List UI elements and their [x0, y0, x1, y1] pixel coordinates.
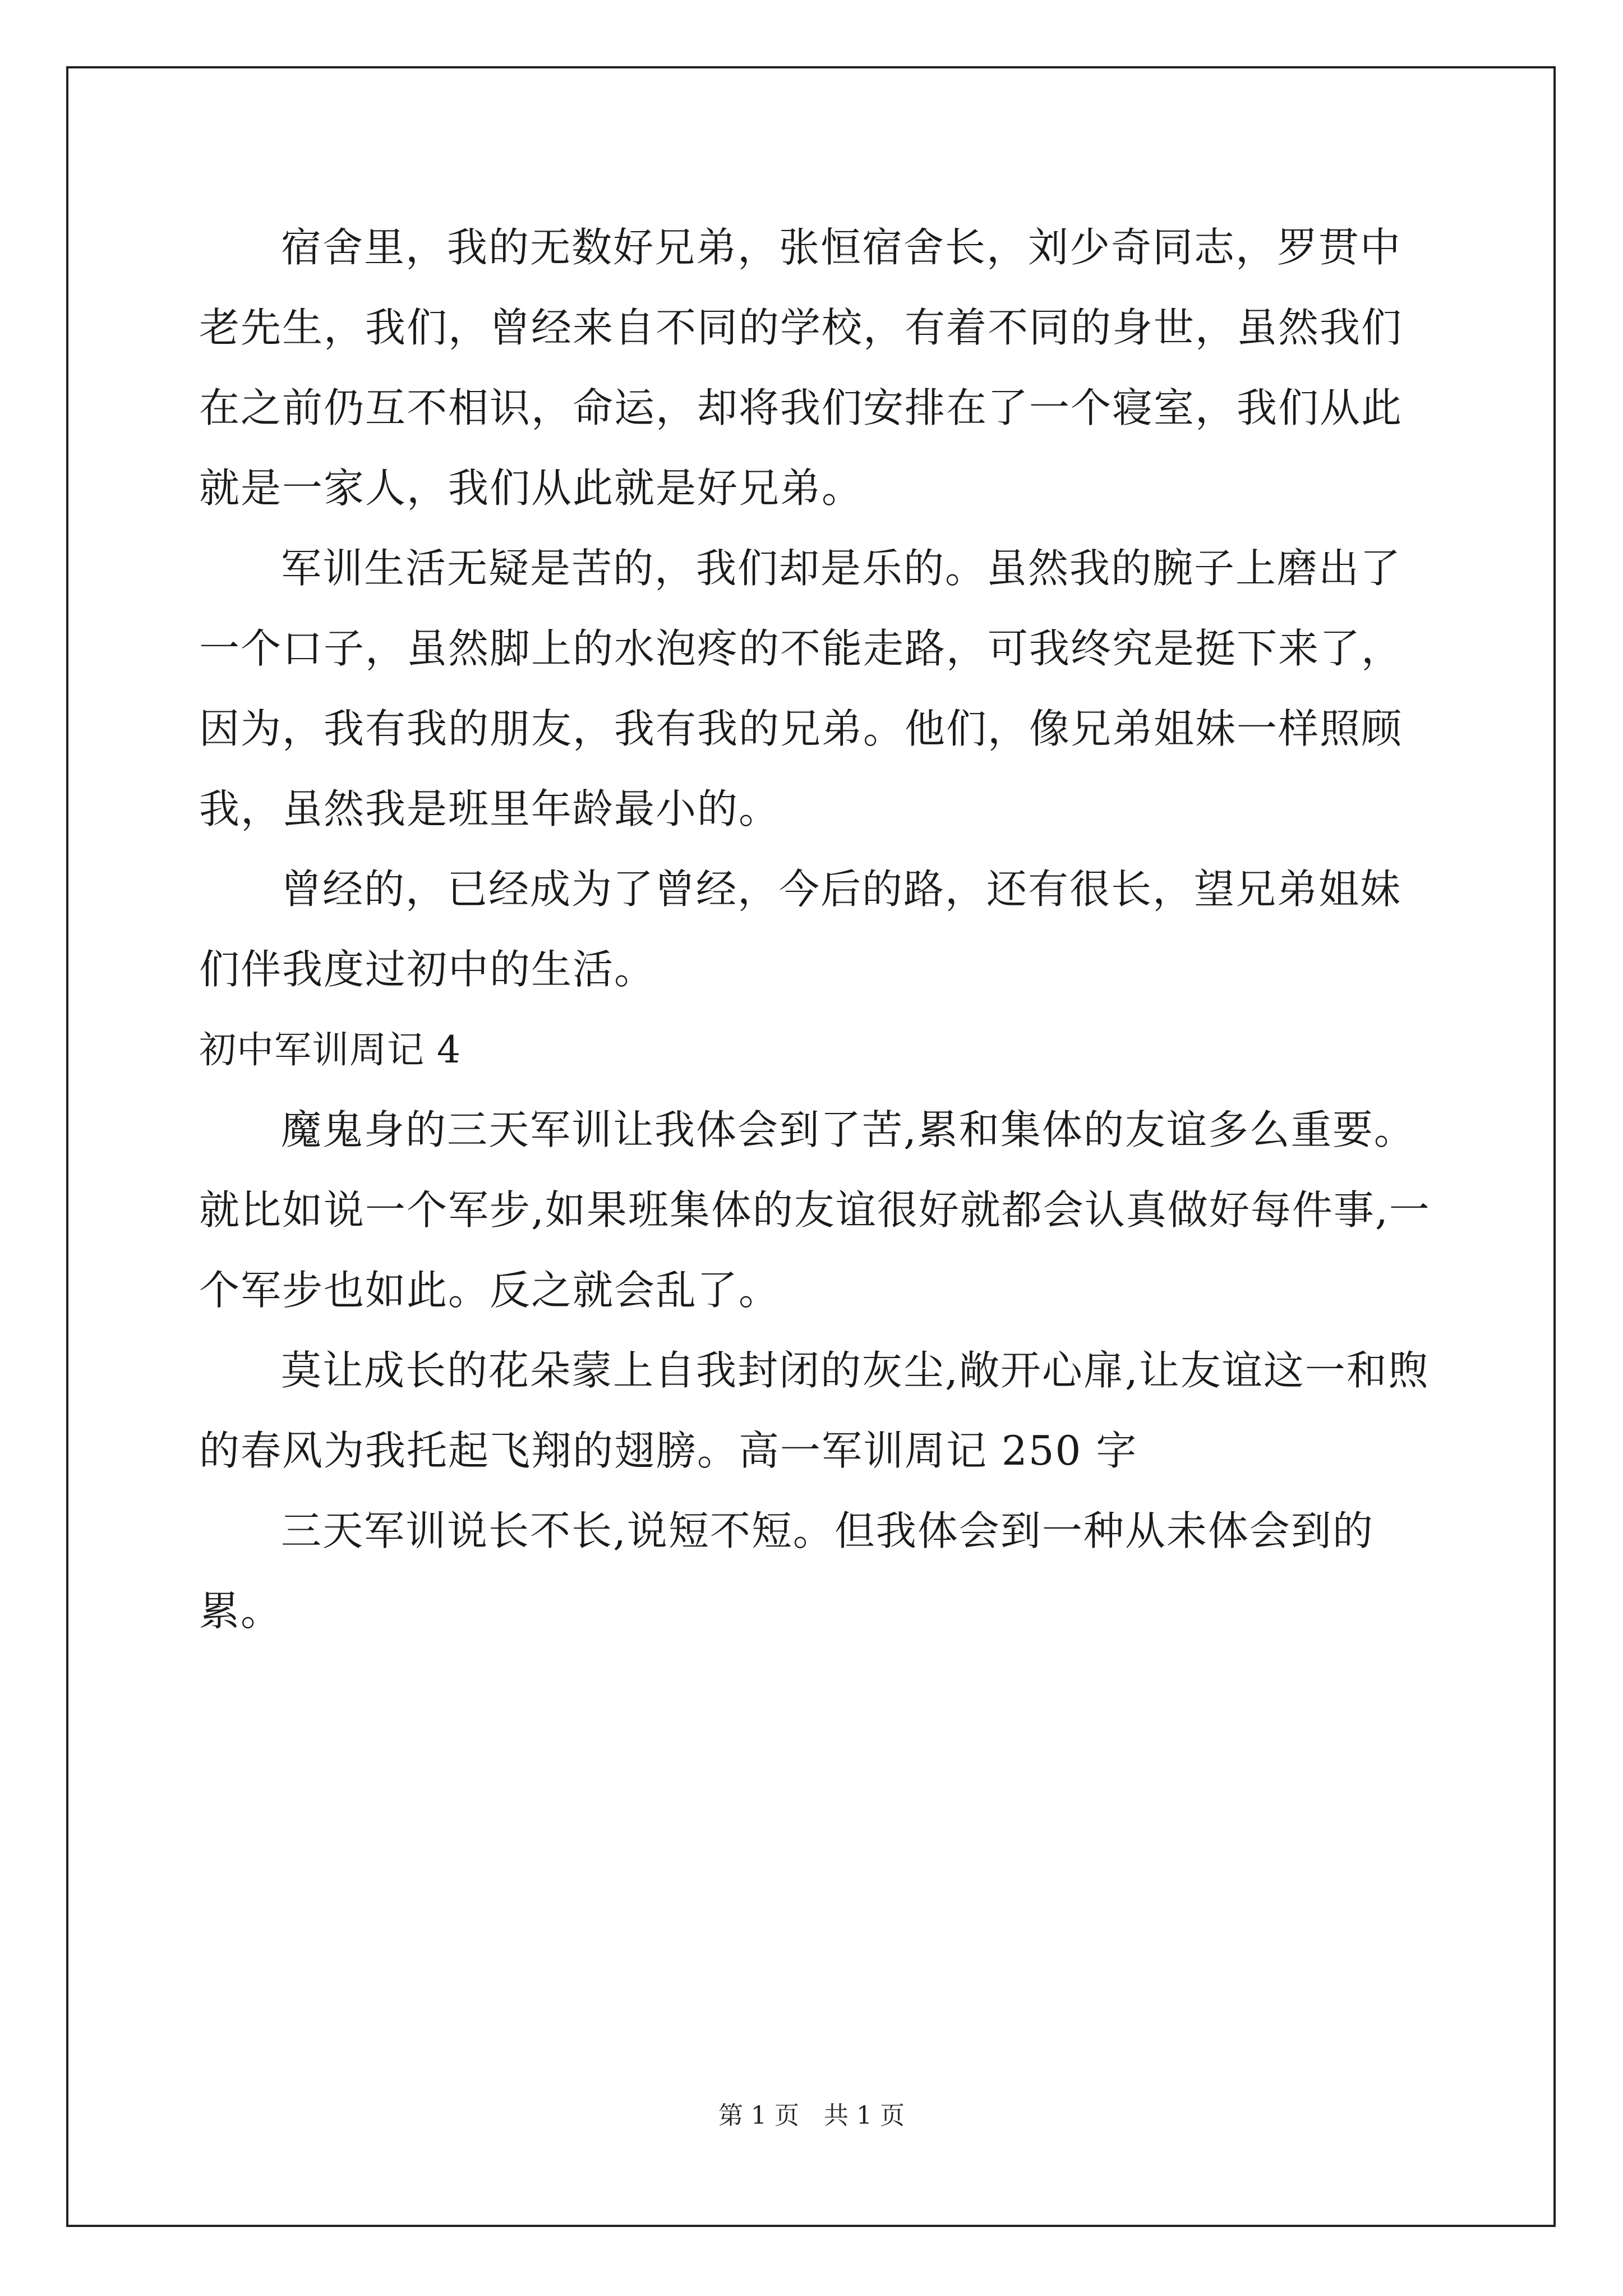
- page-footer: 第 1 页 共 1 页: [718, 2101, 905, 2130]
- paragraph: 魔鬼身的三天军训让我体会到了苦,累和集体的友谊多么重要。就比如说一个军步,如果班集体的友谊很好就都会认真做好每件事,一个军步也如此。反之就会乱了。: [199, 1106, 1431, 1314]
- section-heading: 初中军训周记 4: [199, 1028, 461, 1071]
- paragraph: 宿舍里，我的无数好兄弟，张恒宿舍长，刘少奇同志，罗贯中老先生，我们，曾经来自不同的学校，有着不同的身世，虽然我们在之前仍互不相识，命运，却将我们安排在了一个寝室，我们从此就是一家人，我们从此就是好兄弟。: [199, 224, 1403, 512]
- document-body: [199, 208, 1433, 1651]
- paragraph: 莫让成长的花朵蒙上自我封闭的灰尘,敞开心扉,让友谊这一和煦的春风为我托起飞翔的翅膀。高一军训周记 250 字: [199, 1347, 1430, 1474]
- paragraph: 军训生活无疑是苦的，我们却是乐的。虽然我的腕子上磨出了一个口子，虽然脚上的水泡疼的不能走路，可我终究是挺下来了，因为，我有我的朋友，我有我的兄弟。他们，像兄弟姐妹一样照顾我，虽然我是班里年龄最小的。: [199, 545, 1403, 832]
- paragraph: 曾经的，已经成为了曾经，今后的路，还有很长，望兄弟姐妹们伴我度过初中的生活。: [199, 866, 1402, 993]
- paragraph: 三天军训说长不长,说短不短。但我体会到一种从未体会到的累。: [199, 1507, 1374, 1635]
